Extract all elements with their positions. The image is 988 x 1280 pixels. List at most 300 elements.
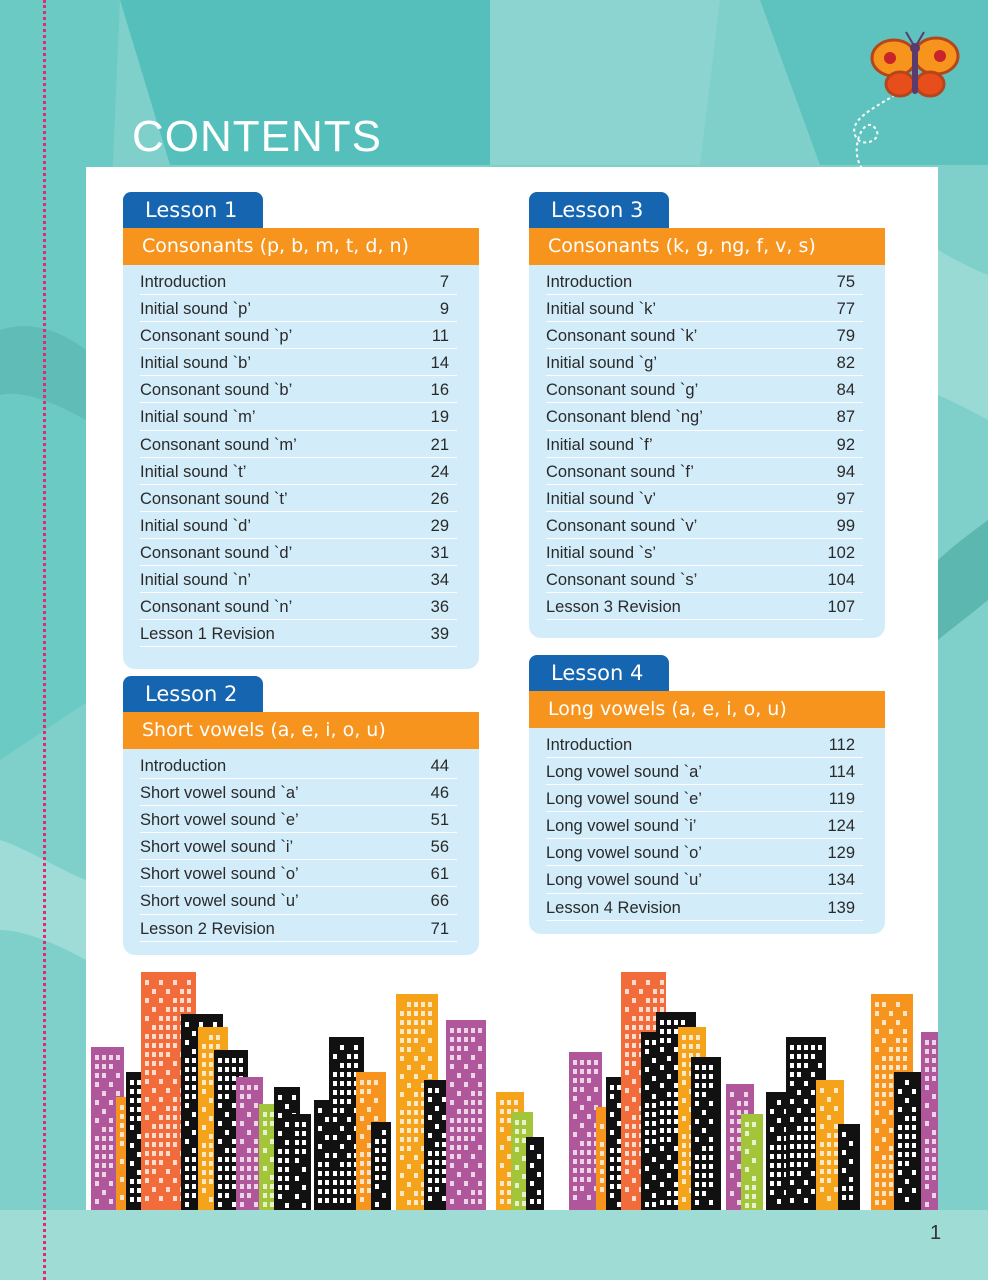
window-shape <box>428 1011 432 1016</box>
window-shape <box>790 1153 794 1158</box>
window-shape <box>428 1178 432 1183</box>
window-shape <box>617 1166 621 1171</box>
list-item[interactable] <box>140 860 457 887</box>
window-shape <box>811 1117 815 1122</box>
window-shape <box>777 1136 781 1141</box>
window-shape <box>709 1173 713 1178</box>
window-shape <box>820 1187 824 1192</box>
list-item[interactable] <box>140 779 457 806</box>
window-shape <box>159 998 163 1003</box>
window-shape <box>537 1154 541 1159</box>
list-item[interactable] <box>140 458 457 485</box>
window-shape <box>471 1073 475 1078</box>
window-shape <box>102 1145 106 1150</box>
window-shape <box>682 1170 686 1175</box>
window-shape <box>925 1166 929 1171</box>
window-shape <box>912 1134 916 1139</box>
window-shape <box>875 1200 879 1205</box>
window-shape <box>625 1034 629 1039</box>
window-shape <box>187 980 191 985</box>
window-shape <box>827 1169 831 1174</box>
window-shape <box>898 1188 902 1193</box>
window-shape <box>152 1070 156 1075</box>
list-item[interactable] <box>546 894 863 921</box>
window-shape <box>407 1200 411 1205</box>
item-page: 82 <box>836 354 855 373</box>
window-shape <box>898 1143 902 1148</box>
window-shape <box>218 1193 222 1198</box>
window-shape <box>882 1002 886 1007</box>
list-item[interactable] <box>546 458 863 485</box>
window-shape <box>594 1069 598 1074</box>
window-shape <box>653 989 657 994</box>
list-item[interactable] <box>140 431 457 458</box>
window-shape <box>471 1118 475 1123</box>
window-shape <box>232 1202 236 1207</box>
window-shape <box>130 1116 134 1121</box>
window-shape <box>185 1121 189 1126</box>
window-shape <box>400 1137 404 1142</box>
window-shape <box>709 1146 713 1151</box>
window-shape <box>667 1029 671 1034</box>
window-shape <box>478 1190 482 1195</box>
window-shape <box>400 1011 404 1016</box>
window-shape <box>478 1199 482 1204</box>
lesson-2-list <box>123 749 479 955</box>
window-shape <box>827 1097 831 1102</box>
window-shape <box>580 1087 584 1092</box>
item-title: Initial sound `b’ <box>140 354 251 373</box>
window-shape <box>325 1198 329 1203</box>
window-shape <box>790 1144 794 1149</box>
window-shape <box>745 1122 749 1127</box>
list-item[interactable] <box>546 758 863 785</box>
window-shape <box>827 1196 831 1201</box>
window-shape <box>625 1124 629 1129</box>
window-shape <box>834 1169 838 1174</box>
contents-panel <box>86 167 938 1210</box>
window-shape <box>152 1007 156 1012</box>
item-page: 66 <box>430 892 449 911</box>
window-shape <box>95 1163 99 1168</box>
list-item[interactable] <box>546 866 863 893</box>
window-shape <box>632 980 636 985</box>
window-shape <box>573 1195 577 1200</box>
window-shape <box>500 1109 504 1114</box>
window-shape <box>407 1002 411 1007</box>
window-shape <box>471 1190 475 1195</box>
window-shape <box>709 1065 713 1070</box>
window-shape <box>318 1198 322 1203</box>
window-shape <box>797 1090 801 1095</box>
window-shape <box>185 1076 189 1081</box>
window-shape <box>790 1045 794 1050</box>
list-item[interactable] <box>546 403 863 430</box>
window-shape <box>102 1109 106 1114</box>
window-shape <box>202 1179 206 1184</box>
window-shape <box>770 1163 774 1168</box>
window-shape <box>152 1142 156 1147</box>
list-item[interactable] <box>140 403 457 430</box>
window-shape <box>625 1160 629 1165</box>
window-shape <box>180 998 184 1003</box>
window-shape <box>270 1193 274 1198</box>
list-item[interactable] <box>140 539 457 566</box>
window-shape <box>414 1038 418 1043</box>
list-item[interactable] <box>140 593 457 620</box>
window-shape <box>102 1127 106 1132</box>
window-shape <box>457 1136 461 1141</box>
window-shape <box>752 1176 756 1181</box>
window-shape <box>478 1082 482 1087</box>
window-shape <box>632 1079 636 1084</box>
list-item[interactable] <box>546 812 863 839</box>
window-shape <box>905 1179 909 1184</box>
window-shape <box>354 1045 358 1050</box>
window-shape <box>471 1172 475 1177</box>
window-shape <box>645 1121 649 1126</box>
window-shape <box>340 1099 344 1104</box>
list-item[interactable] <box>140 915 457 942</box>
window-shape <box>882 1083 886 1088</box>
window-shape <box>263 1166 267 1171</box>
window-shape <box>625 1070 629 1075</box>
window-shape <box>653 998 657 1003</box>
window-shape <box>102 1190 106 1195</box>
window-shape <box>109 1118 113 1123</box>
window-shape <box>152 1160 156 1165</box>
window-shape <box>159 1052 163 1057</box>
window-shape <box>660 1137 664 1142</box>
window-shape <box>730 1137 734 1142</box>
list-item[interactable] <box>140 268 457 295</box>
list-item[interactable] <box>140 295 457 322</box>
window-shape <box>185 1157 189 1162</box>
lesson-2-subtitle: Short vowels (a, e, i, o, u) <box>123 712 479 749</box>
item-title: Initial sound `m’ <box>140 408 256 427</box>
window-shape <box>695 1074 699 1079</box>
window-shape <box>435 1124 439 1129</box>
window-shape <box>173 1097 177 1102</box>
window-shape <box>882 1182 886 1187</box>
list-item[interactable] <box>546 268 863 295</box>
list-item[interactable] <box>546 322 863 349</box>
window-shape <box>797 1144 801 1149</box>
window-shape <box>625 989 629 994</box>
window-shape <box>202 1080 206 1085</box>
window-shape <box>145 1043 149 1048</box>
window-shape <box>770 1190 774 1195</box>
window-shape <box>905 1080 909 1085</box>
window-shape <box>925 1139 929 1144</box>
window-shape <box>752 1158 756 1163</box>
list-item[interactable] <box>546 566 863 593</box>
window-shape <box>660 1020 664 1025</box>
window-shape <box>515 1201 519 1206</box>
list-item[interactable] <box>140 485 457 512</box>
window-shape <box>120 1177 124 1182</box>
window-shape <box>367 1188 371 1193</box>
lesson-3-list <box>529 265 885 638</box>
window-shape <box>600 1169 604 1174</box>
window-shape <box>667 1038 671 1043</box>
list-item[interactable] <box>140 512 457 539</box>
window-shape <box>240 1166 244 1171</box>
window-shape <box>137 1197 141 1202</box>
window-shape <box>674 1110 678 1115</box>
window-shape <box>752 1122 756 1127</box>
window-shape <box>709 1074 713 1079</box>
window-shape <box>889 1011 893 1016</box>
window-shape <box>367 1080 371 1085</box>
window-shape <box>263 1148 267 1153</box>
window-shape <box>777 1199 781 1204</box>
window-shape <box>202 1089 206 1094</box>
window-shape <box>882 1137 886 1142</box>
window-shape <box>660 998 664 1003</box>
window-shape <box>302 1203 306 1208</box>
window-shape <box>450 1100 454 1105</box>
list-item[interactable] <box>140 566 457 593</box>
window-shape <box>682 1116 686 1121</box>
window-shape <box>903 1056 907 1061</box>
window-shape <box>435 1169 439 1174</box>
window-shape <box>617 1184 621 1189</box>
window-shape <box>600 1178 604 1183</box>
window-shape <box>450 1199 454 1204</box>
window-shape <box>232 1175 236 1180</box>
window-shape <box>130 1089 134 1094</box>
lesson-3-subtitle: Consonants (k, g, ng, f, v, s) <box>529 228 885 265</box>
window-shape <box>209 1179 213 1184</box>
window-shape <box>702 1146 706 1151</box>
window-shape <box>159 1034 163 1039</box>
window-shape <box>347 1162 351 1167</box>
window-shape <box>225 1058 229 1063</box>
window-shape <box>145 1133 149 1138</box>
window-shape <box>450 1181 454 1186</box>
list-item[interactable] <box>546 839 863 866</box>
window-shape <box>645 1166 649 1171</box>
window-shape <box>737 1200 741 1205</box>
window-shape <box>600 1160 604 1165</box>
window-shape <box>682 1179 686 1184</box>
window-shape <box>192 1085 196 1090</box>
window-shape <box>152 1151 156 1156</box>
window-shape <box>827 1178 831 1183</box>
window-shape <box>530 1199 534 1204</box>
window-shape <box>709 1119 713 1124</box>
window-shape <box>225 1193 229 1198</box>
window-shape <box>702 1083 706 1088</box>
window-shape <box>173 1160 177 1165</box>
window-shape <box>367 1161 371 1166</box>
window-shape <box>225 1085 229 1090</box>
item-title: Lesson 4 Revision <box>546 898 681 917</box>
list-item[interactable] <box>546 376 863 403</box>
window-shape <box>137 1098 141 1103</box>
window-shape <box>695 1200 699 1205</box>
window-shape <box>882 1020 886 1025</box>
window-shape <box>192 1148 196 1153</box>
item-page: 19 <box>430 408 449 427</box>
window-shape <box>500 1163 504 1168</box>
window-shape <box>790 1072 794 1077</box>
window-shape <box>709 1200 713 1205</box>
window-shape <box>632 1097 636 1102</box>
window-shape <box>646 1007 650 1012</box>
list-item[interactable] <box>546 785 863 812</box>
window-shape <box>471 1136 475 1141</box>
window-shape <box>428 1056 432 1061</box>
window-shape <box>632 1052 636 1057</box>
window-shape <box>95 1136 99 1141</box>
window-shape <box>645 1130 649 1135</box>
window-shape <box>834 1106 838 1111</box>
window-shape <box>797 1108 801 1113</box>
window-shape <box>912 1143 916 1148</box>
window-shape <box>120 1195 124 1200</box>
list-item[interactable] <box>546 731 863 758</box>
window-shape <box>270 1121 274 1126</box>
window-shape <box>587 1060 591 1065</box>
item-page: 129 <box>827 844 855 863</box>
window-shape <box>667 1110 671 1115</box>
item-title: Long vowel sound `a’ <box>546 763 702 782</box>
window-shape <box>367 1125 371 1130</box>
window-shape <box>450 1127 454 1132</box>
window-shape <box>450 1037 454 1042</box>
window-shape <box>130 1179 134 1184</box>
list-item[interactable] <box>546 512 863 539</box>
window-shape <box>360 1152 364 1157</box>
window-shape <box>340 1162 344 1167</box>
list-item[interactable] <box>140 322 457 349</box>
window-shape <box>137 1080 141 1085</box>
item-title: Consonant sound `n’ <box>140 598 293 617</box>
window-shape <box>414 1074 418 1079</box>
window-shape <box>137 1107 141 1112</box>
list-item[interactable] <box>140 752 457 779</box>
window-shape <box>580 1105 584 1110</box>
window-shape <box>889 1065 893 1070</box>
window-shape <box>166 1142 170 1147</box>
window-shape <box>625 1061 629 1066</box>
window-shape <box>173 980 177 985</box>
window-shape <box>450 1046 454 1051</box>
window-shape <box>660 1101 664 1106</box>
window-shape <box>435 1187 439 1192</box>
window-shape <box>232 1058 236 1063</box>
window-shape <box>745 1185 749 1190</box>
window-shape <box>302 1149 306 1154</box>
list-item[interactable] <box>546 593 863 620</box>
window-shape <box>515 1165 519 1170</box>
window-shape <box>682 1062 686 1067</box>
window-shape <box>145 1115 149 1120</box>
window-shape <box>340 1198 344 1203</box>
list-item[interactable] <box>546 295 863 322</box>
window-shape <box>667 1173 671 1178</box>
window-shape <box>925 1040 929 1045</box>
list-item[interactable] <box>140 349 457 376</box>
window-shape <box>898 1107 902 1112</box>
window-shape <box>218 1067 222 1072</box>
list-item[interactable] <box>546 539 863 566</box>
window-shape <box>617 1103 621 1108</box>
window-shape <box>625 1169 629 1174</box>
list-item[interactable] <box>140 806 457 833</box>
window-shape <box>674 1200 678 1205</box>
window-shape <box>849 1141 853 1146</box>
window-shape <box>667 1137 671 1142</box>
window-shape <box>745 1149 749 1154</box>
list-item[interactable] <box>140 620 457 647</box>
window-shape <box>827 1133 831 1138</box>
window-shape <box>912 1107 916 1112</box>
window-shape <box>695 1092 699 1097</box>
item-page: 14 <box>430 354 449 373</box>
window-shape <box>471 1154 475 1159</box>
window-shape <box>278 1149 282 1154</box>
window-shape <box>192 1193 196 1198</box>
window-shape <box>811 1054 815 1059</box>
window-shape <box>925 1058 929 1063</box>
window-shape <box>617 1085 621 1090</box>
window-shape <box>889 1110 893 1115</box>
window-shape <box>95 1082 99 1087</box>
item-title: Initial sound `p’ <box>140 300 251 319</box>
window-shape <box>240 1139 244 1144</box>
window-shape <box>777 1154 781 1159</box>
window-shape <box>834 1088 838 1093</box>
window-shape <box>898 1161 902 1166</box>
window-shape <box>152 1124 156 1129</box>
list-item[interactable] <box>140 376 457 403</box>
window-shape <box>632 1196 636 1201</box>
window-shape <box>905 1098 909 1103</box>
window-shape <box>254 1157 258 1162</box>
window-shape <box>522 1120 526 1125</box>
window-shape <box>617 1139 621 1144</box>
item-title: Initial sound `f’ <box>546 435 653 454</box>
window-shape <box>192 1166 196 1171</box>
list-item[interactable] <box>546 485 863 512</box>
window-shape <box>464 1064 468 1069</box>
list-item[interactable] <box>546 431 863 458</box>
window-shape <box>414 1191 418 1196</box>
window-shape <box>325 1153 329 1158</box>
list-item[interactable] <box>546 349 863 376</box>
window-shape <box>695 1137 699 1142</box>
window-shape <box>790 1117 794 1122</box>
window-shape <box>102 1055 106 1060</box>
window-shape <box>770 1109 774 1114</box>
window-shape <box>375 1148 379 1153</box>
window-shape <box>744 1101 748 1106</box>
window-shape <box>752 1194 756 1199</box>
window-shape <box>318 1189 322 1194</box>
list-item[interactable] <box>140 887 457 914</box>
list-item[interactable] <box>140 833 457 860</box>
window-shape <box>580 1186 584 1191</box>
window-shape <box>218 1166 222 1171</box>
window-shape <box>882 1038 886 1043</box>
window-shape <box>674 1065 678 1070</box>
window-shape <box>632 1025 636 1030</box>
window-shape <box>347 1072 351 1077</box>
window-shape <box>660 1119 664 1124</box>
